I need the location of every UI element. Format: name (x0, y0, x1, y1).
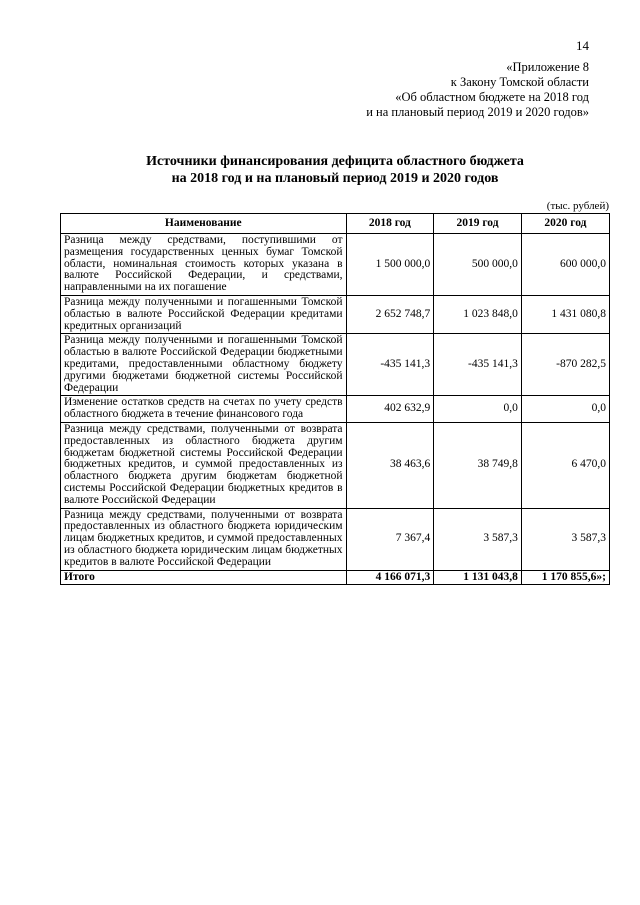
table-row (61, 422, 610, 508)
table-header-row (61, 214, 610, 234)
row-value-2020: 3 587,3 (521, 508, 609, 570)
row-value-2018: 7 367,4 (346, 508, 434, 570)
row-name: Изменение остатков средств на счетах по учету средств областного бюджета в течение финансового года (61, 396, 347, 423)
units-note: (тыс. рублей) (546, 200, 609, 212)
header-2020: 2020 год (521, 214, 609, 234)
row-name: Разница между полученными и погашенными Томской областью в валюте Российской Федерации бюджетными кредитами, предоставленными областному бюджету другими бюджетами бюджетной системы Российской Федерации (61, 334, 347, 396)
appendix-header (269, 60, 589, 120)
header-2018: 2018 год (346, 214, 434, 234)
row-value-2020: 600 000,0 (521, 234, 609, 296)
row-value-2019: 38 749,8 (434, 422, 522, 508)
table-row (61, 295, 610, 333)
table-row (61, 334, 610, 396)
title-line-2: на 2018 год и на плановый период 2019 и 2020 годов (171, 171, 499, 186)
header-name: Наименование (61, 214, 347, 234)
title-line-1: Источники финансирования дефицита областного бюджета (146, 154, 524, 169)
row-name: Разница между средствами, поступившими от размещения государственных ценных бумаг Томской области, номинальная стоимость которых указана в валюте Российской Федерации, и средствами, направленными на их погашение (61, 234, 347, 296)
budget-table (60, 213, 610, 585)
row-value-2018: -435 141,3 (346, 334, 434, 396)
total-label: Итого (61, 570, 347, 585)
appendix-line-3: «Об областном бюджете на 2018 год (395, 90, 589, 104)
total-value-2018: 4 166 071,3 (346, 570, 434, 585)
row-value-2020: 1 431 080,8 (521, 295, 609, 333)
row-name: Разница между средствами, полученными от возврата предоставленных из областного бюджета юридическим лицам бюджетных кредитов, и суммой предоставленных из областного бюджета юридическим лицам бюджетных кредитов в валюте Российской Федерации (61, 508, 347, 570)
row-value-2019: 3 587,3 (434, 508, 522, 570)
row-name: Разница между полученными и погашенными Томской областью в валюте Российской Федерации кредитами кредитных организаций (61, 295, 347, 333)
total-row (61, 570, 610, 585)
row-value-2019: 1 023 848,0 (434, 295, 522, 333)
header-2019: 2019 год (434, 214, 522, 234)
row-value-2018: 38 463,6 (346, 422, 434, 508)
row-value-2019: -435 141,3 (434, 334, 522, 396)
table-row (61, 234, 610, 296)
row-value-2020: -870 282,5 (521, 334, 609, 396)
row-name: Разница между средствами, полученными от возврата предоставленных из областного бюджета другим бюджетам бюджетной системы Российской Федерации бюджетных кредитов, и суммой предоставленных из областного бюджета другим бюджетам бюджетной системы Российской Федерации бюджетных кредитов в валюте Российской Федерации (61, 422, 347, 508)
row-value-2018: 1 500 000,0 (346, 234, 434, 296)
row-value-2018: 2 652 748,7 (346, 295, 434, 333)
total-value-2020: 1 170 855,6»; (521, 570, 609, 585)
appendix-line-4: и на плановый период 2019 и 2020 годов» (366, 105, 589, 119)
page-number: 14 (576, 38, 589, 53)
row-value-2020: 0,0 (521, 396, 609, 423)
row-value-2019: 0,0 (434, 396, 522, 423)
table-row (61, 508, 610, 570)
appendix-line-1: «Приложение 8 (506, 60, 589, 74)
row-value-2019: 500 000,0 (434, 234, 522, 296)
appendix-line-2: к Закону Томской области (450, 75, 589, 89)
document-title (60, 153, 610, 187)
total-value-2019: 1 131 043,8 (434, 570, 522, 585)
table-row (61, 396, 610, 423)
row-value-2018: 402 632,9 (346, 396, 434, 423)
row-value-2020: 6 470,0 (521, 422, 609, 508)
